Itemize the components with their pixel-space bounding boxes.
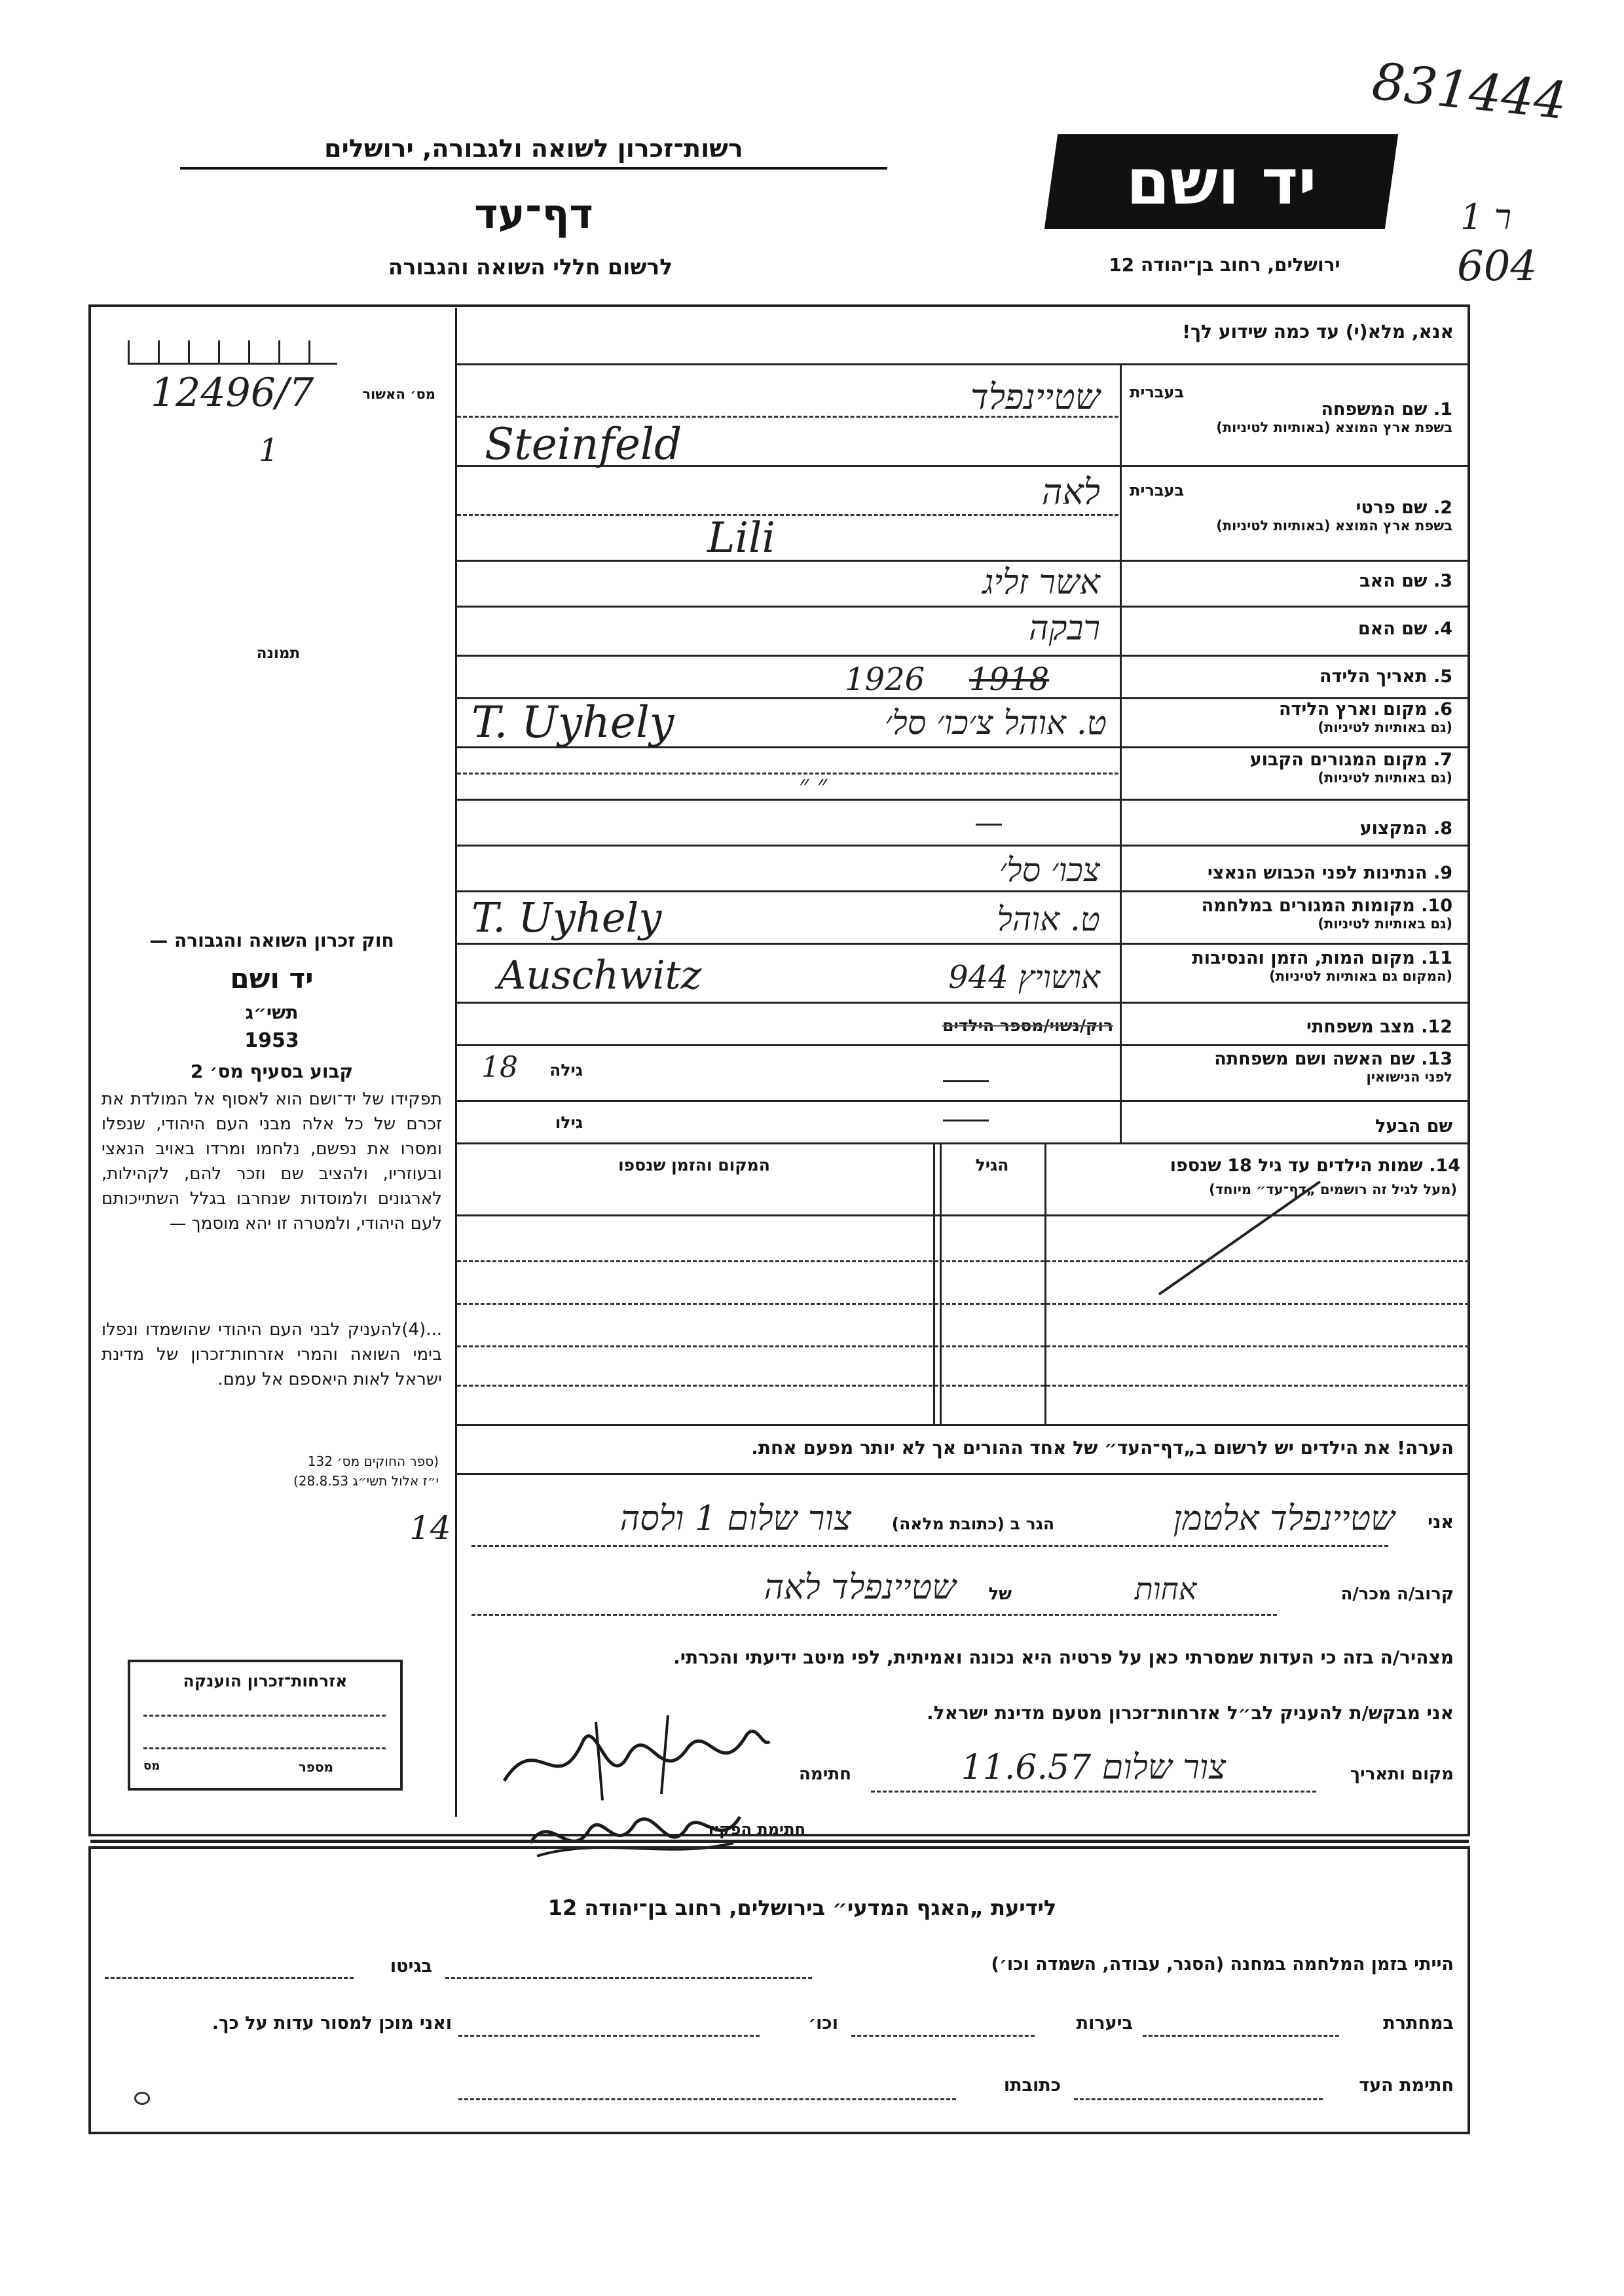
place-date-line (871, 1791, 1316, 1793)
father-name: אשר זליג (982, 563, 1100, 602)
approval-number: 12496/7 (151, 370, 314, 416)
citizenship-request: אני מבקש/ת להעניק לב״ל אזרחות־זכרון מטעם מדינת ישראל. (927, 1702, 1454, 1724)
law-year: 1953 (244, 1029, 299, 1052)
row-line (457, 560, 1469, 562)
witness-address-label: כתובתו (1003, 2075, 1061, 2096)
declarant-signature (498, 1702, 773, 1807)
children-row-line (457, 1303, 1469, 1305)
corner-note-code: 604 (1457, 242, 1538, 291)
law-text-continued: ...(4)להעניק לבני העם היהודי שהושמדו ונפלו בימי השואה והמרי אזרחות־זכרון של מדינת ישראל לאות היאספם אל עמם. (101, 1320, 442, 1389)
corner-note-letter: 1 ר (1460, 196, 1512, 238)
field-label-place-of-death: 11. מקום המות, הזמן והנסיבות (המקום גם באותיות לטיניות) (1192, 948, 1452, 985)
law-text: תפקידו של יד־ושם הוא לאסוף אל המולדת את זכרם של כל אלה מבני העם היהודי, שנפלו ומסרו את נפשם, נלחמו ומרדו באויב הנאצי ובעוזריו, ולהציב שם וזכר להם, לקהילות, לארגונים ולמוסדות שנחרבו בגלל השתייכותם לעם היהודי, ולמטרה זו יהא מוסמך — (101, 1089, 442, 1233)
law-name: יד ושם (230, 962, 314, 994)
family-name-latin: Steinfeld (485, 419, 682, 469)
left-column-divider (455, 308, 457, 1817)
field-tag-hebrew: בעברית (1130, 481, 1185, 500)
bottom-title: לידיעת „האגף המדעי״ בירושלים, רחוב בן־יהודה 12 (547, 1895, 1057, 1920)
citizenship-box-line (143, 1747, 386, 1749)
underground-label: במחתרת (1383, 2013, 1454, 2033)
place-line (457, 773, 1118, 774)
field-label-husband-name: שם הבעל (1375, 1116, 1452, 1137)
field-label-birth-date: 5. תאריך הלידה (1319, 666, 1452, 687)
first-name-latin: Lili (707, 514, 775, 562)
marital-status-options: רוק/נשוי/מספר הילדים (942, 1016, 1113, 1035)
row-line (457, 655, 1469, 657)
witness-address-line (458, 2098, 956, 2100)
testimony-label: ואני מוכן למסור עדות על כך. (212, 2013, 452, 2033)
children-row-line (457, 1345, 1469, 1347)
intro-instruction: אנא, מלא(י) עד כמה שידוע לך! (1182, 321, 1454, 342)
field-label-marital-status: 12. מצב משפחתי (1306, 1017, 1452, 1037)
forests-label: ביערות (1076, 2013, 1133, 2033)
wife-age-value: 18 (481, 1051, 518, 1084)
note-divider (457, 1473, 1469, 1475)
declaration-statement: מצהיר/ה בזה כי העדות שמסרתי כאן על פרטיה היא נכונה ואמיתית, לפי מיטב ידיעתי והכרתי. (673, 1647, 1454, 1668)
first-name-hebrew: לאה (1041, 471, 1100, 513)
children-row-line (457, 1385, 1469, 1387)
field-label-first-name: 2. שם פרטי בשפת ארץ המוצא (באותיות לטיניות) (1216, 498, 1452, 534)
row-line (457, 606, 1469, 608)
row-line (457, 1142, 1469, 1144)
residence-ditto: ״ ״ (799, 770, 828, 800)
husband-age-label: גילו (555, 1113, 583, 1132)
ghetto-label: בגיטו (390, 1956, 432, 1977)
witness-signature-label: חתימת העד (1359, 2075, 1454, 2096)
citizenship-box-number-suffix: מס (143, 1759, 160, 1773)
children-col-line (933, 1142, 935, 1424)
children-note: הערה! את הילדים יש לרשום ב„דף־העד״ של אחד ההורים אך לא יותר מפעם אחת. (751, 1437, 1454, 1459)
of-value: שטיינפלד לאה (764, 1568, 956, 1607)
law-year-hebrew: תשי״ג (245, 1002, 299, 1023)
bottom-divider (90, 1840, 1469, 1843)
ghetto-line (105, 1977, 354, 1979)
relation-label: קרוב/ה מכר/ה (1340, 1584, 1454, 1604)
marital-dash (943, 1080, 989, 1082)
declaration-line (471, 1545, 1388, 1547)
camp-line (445, 1977, 812, 1979)
yad-vashem-logo (1044, 134, 1398, 229)
photo-label: תמונה (256, 645, 301, 662)
camp-question-label: הייתי בזמן המלחמה במחנה (הסגר, עבודה, השמדה וכו׳) (991, 1954, 1454, 1975)
approval-ticks (128, 340, 337, 365)
children-row-line (457, 1260, 1469, 1262)
children-col-line (1044, 1142, 1046, 1424)
birth-year-struck: 1918 (969, 661, 1050, 698)
margin-number: 14 (409, 1509, 451, 1547)
intro-divider (457, 363, 1469, 365)
law-section: קבוע בסעיף מס׳ 2 (190, 1061, 354, 1082)
approval-label: מס׳ האשור (362, 386, 435, 402)
field-label-nationality: 9. הנתינות לפני הכבוש הנאצי (1207, 863, 1452, 883)
place-date-label: מקום ותאריך (1350, 1764, 1454, 1784)
wife-age-label: גילה (549, 1061, 583, 1080)
labels-divider (1120, 363, 1122, 1142)
of-label: של (988, 1584, 1012, 1604)
officer-signature-label: חתימת הפקיד (705, 1820, 805, 1838)
law-reference: (ספר החוקים מס׳ 132 (307, 1453, 439, 1469)
field-label-mother-name: 4. שם האם (1357, 619, 1452, 639)
small-mark (134, 2092, 150, 2105)
row-line (457, 1002, 1469, 1004)
field-label-residence: 7. מקום המגורים הקבוע (גם באותיות לטיניות) (1249, 750, 1452, 786)
children-header-line (457, 1214, 1469, 1216)
family-name-hebrew: שטיינפלד (970, 376, 1100, 418)
field-label-family-name: 1. שם המשפחה בשפת ארץ המוצא (באותיות לטיניות) (1216, 399, 1452, 436)
page-title: דף־עד (474, 190, 593, 238)
mother-name: רבקה (1029, 609, 1100, 648)
field-label-profession: 8. המקצוע (1359, 818, 1452, 839)
marital-dash (943, 1120, 989, 1121)
place-of-death-hebrew: אושויץ 944 (948, 959, 1100, 996)
field-label-father-name: 3. שם האב (1359, 571, 1452, 591)
children-table-bottom (457, 1424, 1469, 1426)
approval-sub: 1 (259, 432, 279, 469)
authority-name: רשות־זכרון לשואה ולגבורה, ירושלים (180, 134, 887, 170)
row-line (457, 845, 1469, 847)
etc-label: וכו׳ (808, 2013, 838, 2033)
law-reference-date: י״ז אלול תשי״ג 28.8.53) (293, 1473, 439, 1489)
relation-line (471, 1614, 1277, 1616)
row-line (457, 943, 1469, 945)
latin-line (457, 514, 1118, 516)
birth-place-latin: T. Uyhely (471, 697, 674, 748)
relation-value: אחות (1134, 1571, 1197, 1607)
children-sub: (מעל לגיל זה רושמים „דף־עד״ מיוחד) (1209, 1182, 1457, 1197)
row-line (457, 1044, 1469, 1046)
children-col-line (940, 1142, 942, 1424)
children-label: 14. שמות הילדים עד גיל 18 שנספו (1170, 1156, 1460, 1176)
logo-text: יד ושם (1126, 145, 1317, 219)
birth-year: 1926 (845, 661, 925, 698)
form-subtitle: לרשום חללי השואה והגבורה (388, 254, 673, 280)
institution-address: ירושלים, רחוב בן־יהודה 12 (1109, 254, 1340, 276)
witness-signature-line (1074, 2098, 1323, 2100)
citizenship-box-line (143, 1715, 386, 1717)
place-date-value: צור שלום 11.6.57 (961, 1748, 1227, 1787)
row-line (457, 890, 1469, 892)
wartime-residence-latin: T. Uyhely (471, 894, 662, 941)
declarant-label: אני (1428, 1512, 1454, 1533)
bottom-frame (88, 1846, 1470, 2134)
children-age-header: הגיל (975, 1156, 1009, 1175)
etc-line (458, 2035, 760, 2037)
place-of-death-latin: Auschwitz (498, 953, 702, 998)
citizenship-box-title: אזרחות־זכרון הוענקה (183, 1671, 348, 1690)
row-line (457, 799, 1469, 801)
declarant-address: צור שלום 1 ולסה (619, 1499, 851, 1539)
wartime-residence-hebrew: ט. אוהל (997, 900, 1100, 938)
corner-note-number: 831444 (1369, 52, 1570, 132)
address-label: הגר ב (כתובת מלאה) (891, 1514, 1054, 1533)
underground-line (1143, 2035, 1339, 2037)
field-tag-hebrew: בעברית (1130, 383, 1185, 401)
nationality: צכו׳ סל׳ (999, 851, 1100, 889)
declarant-name: שטיינפלד אלטמן (1173, 1499, 1395, 1539)
field-label-birth-place: 6. מקום וארץ הלידה (גם באותיות לטיניות) (1278, 699, 1452, 736)
birth-place-hebrew: ט. אוהל צ׳כו׳ סל׳ (884, 704, 1107, 742)
citizenship-box (128, 1660, 403, 1791)
signature-label: חתימה (799, 1764, 851, 1784)
marital-dash (976, 824, 1002, 826)
forests-line (851, 2035, 1035, 2037)
citizenship-box-number-label: מספר (298, 1759, 333, 1775)
row-line (457, 1100, 1469, 1102)
children-place-header: המקום והזמן שנספו (618, 1156, 770, 1175)
field-label-wartime-residence: 10. מקומות המגורים במלחמה (גם באותיות לטיניות) (1201, 896, 1452, 932)
law-title: חוק זכרון השואה והגבורה — (149, 930, 394, 951)
field-label-wife-name: 13. שם האשה ושם משפחתה לפני הנישואין (1214, 1049, 1452, 1085)
